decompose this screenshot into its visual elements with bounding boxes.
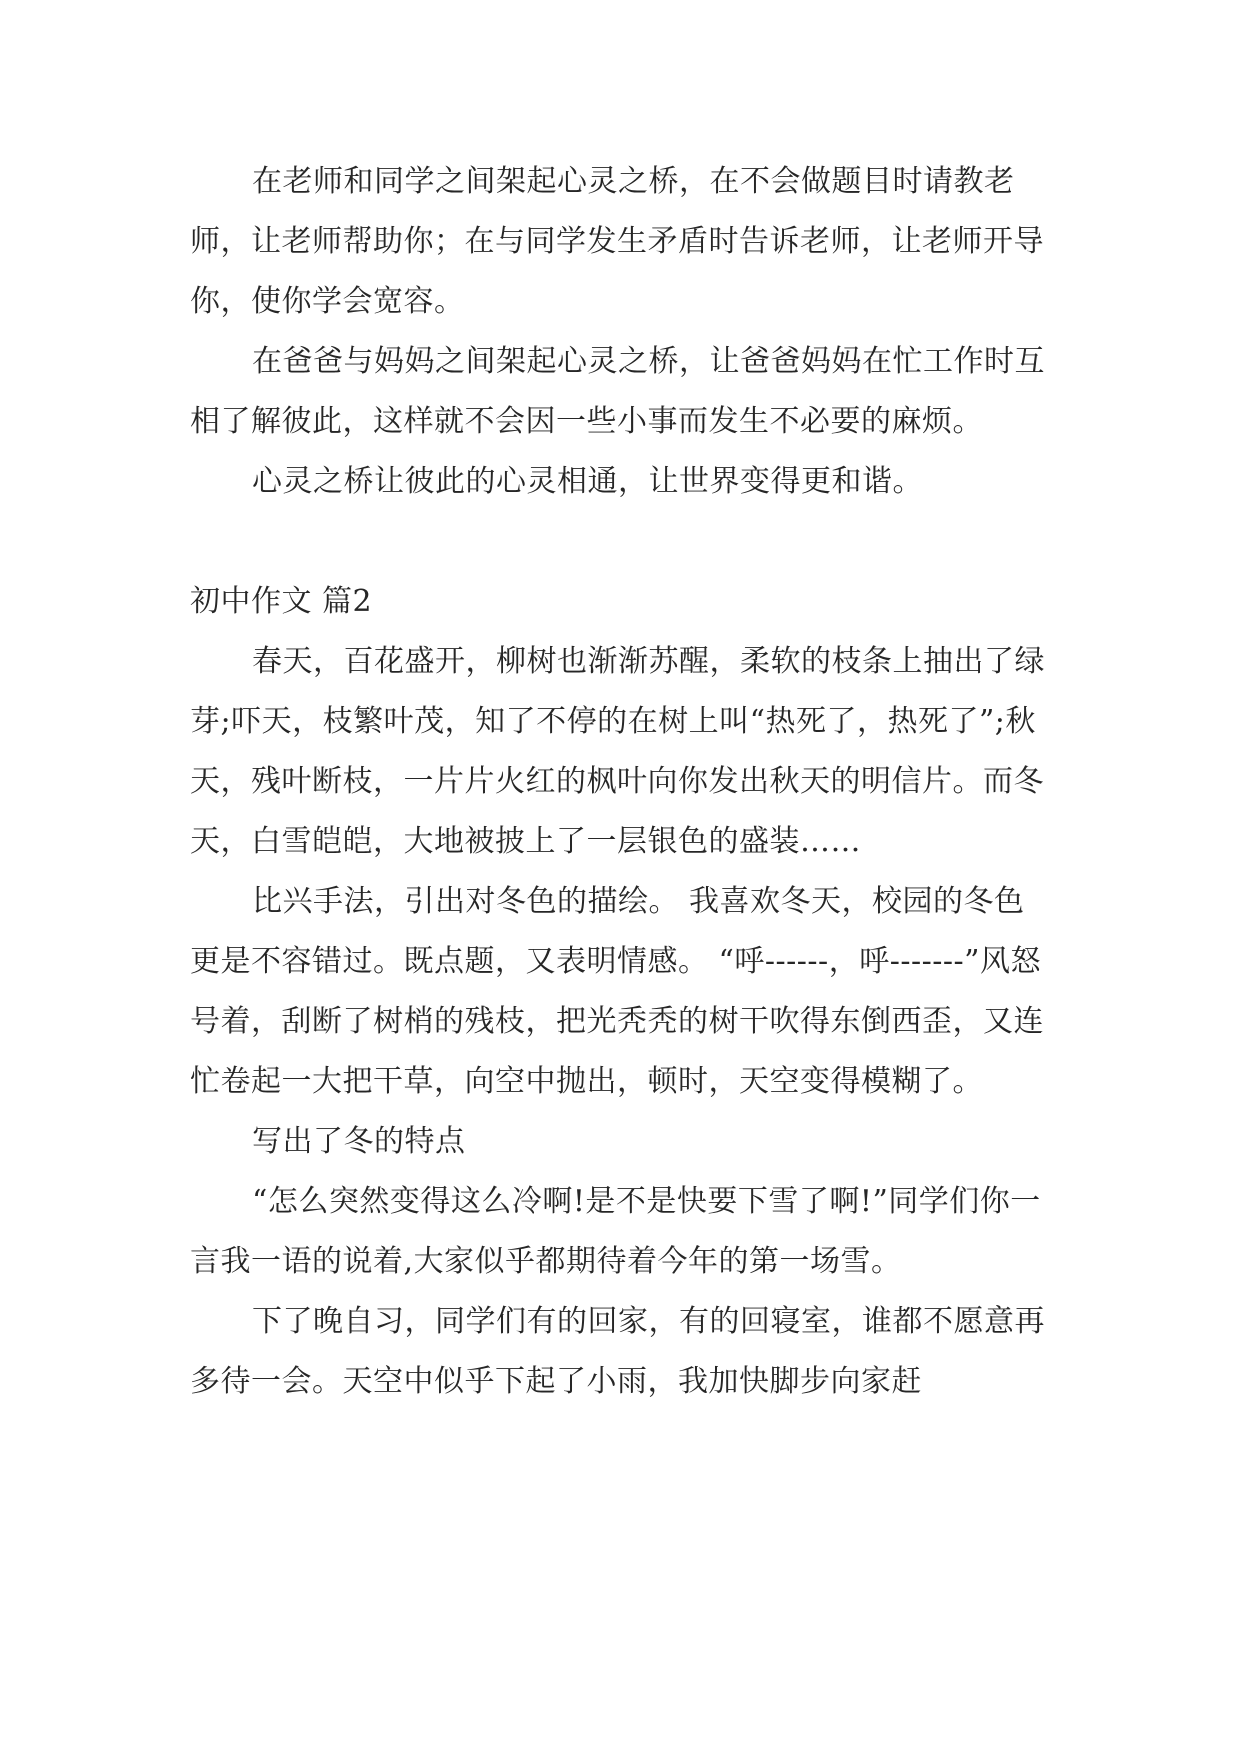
section-title: 初中作文 篇2 bbox=[190, 584, 373, 619]
paragraph: 比兴手法，引出对冬色的描绘。 我喜欢冬天，校园的冬色更是不容错过。既点题，又表明情感。 “呼------，呼-------”风怒号着，刮断了树梢的残枝，把光秃秃的树干吹得东倒西歪，又连忙卷起一大把干草，向空中抛出，顿时，天空变得模糊了。 bbox=[190, 884, 1044, 1099]
paragraph: 在爸爸与妈妈之间架起心灵之桥，让爸爸妈妈在忙工作时互相了解彼此，这样就不会因一些小事而发生不必要的麻烦。 bbox=[190, 344, 1045, 439]
document-body bbox=[190, 152, 1052, 1412]
paragraph: 写出了冬的特点 bbox=[252, 1124, 466, 1159]
paragraph: 下了晚自习，同学们有的回家，有的回寝室，谁都不愿意再多待一会。天空中似乎下起了小雨，我加快脚步向家赶 bbox=[190, 1304, 1045, 1399]
paragraph: 在老师和同学之间架起心灵之桥，在不会做题目时请教老师，让老师帮助你；在与同学发生矛盾时告诉老师，让老师开导你，使你学会宽容。 bbox=[190, 164, 1044, 319]
paragraph: 春天，百花盛开，柳树也渐渐苏醒，柔软的枝条上抽出了绿芽;吓天，枝繁叶茂，知了不停的在树上叫“热死了，热死了”;秋天，残叶断枝，一片片火红的枫叶向你发出秋天的明信片。而冬天，白雪皑皑，大地被披上了一层银色的盛装…… bbox=[190, 644, 1045, 859]
paragraph: 心灵之桥让彼此的心灵相通，让世界变得更和谐。 bbox=[252, 464, 923, 499]
paragraph: “怎么突然变得这么冷啊!是不是快要下雪了啊!”同学们你一言我一语的说着,大家似乎都期待着今年的第一场雪。 bbox=[190, 1184, 1041, 1279]
